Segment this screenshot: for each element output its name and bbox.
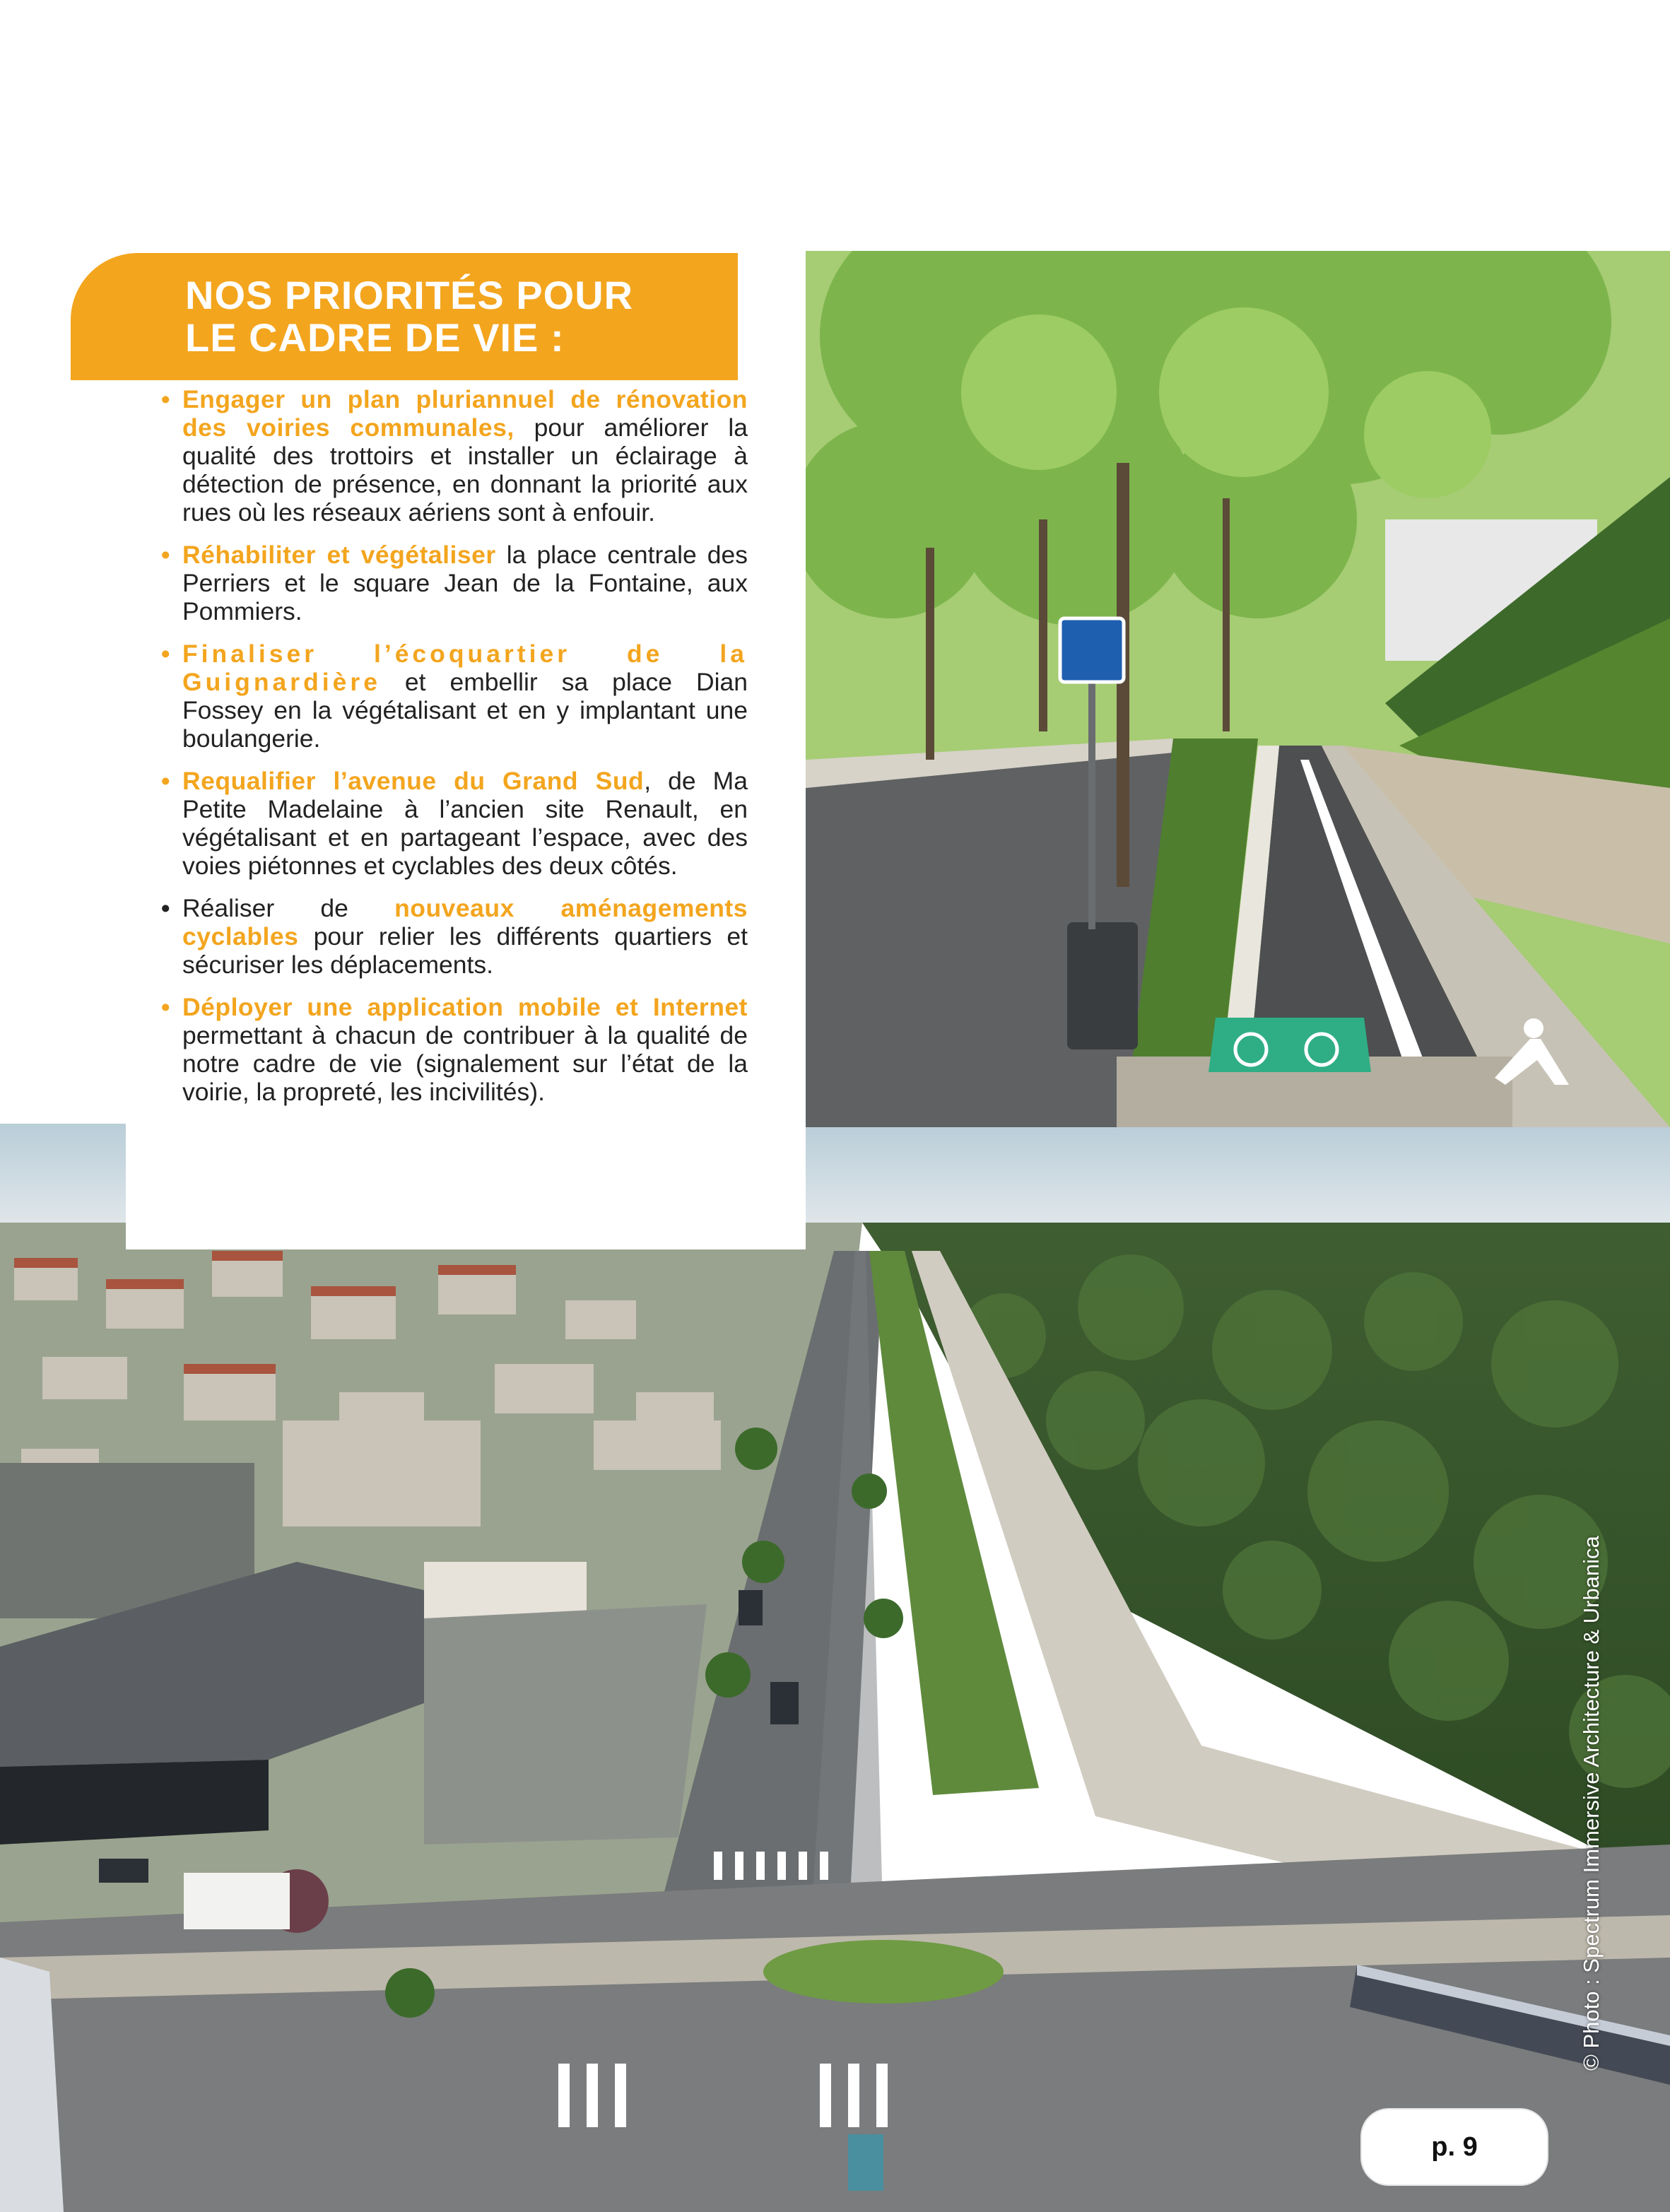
priority-item: [161, 541, 748, 625]
aerial-illustration: [0, 1124, 1670, 2212]
priority-text: permettant à chacun de contribuer à la qualité de notre cadre de vie (signalement sur l’état de la voirie, la propreté, les incivilités).: [182, 1021, 748, 1106]
priority-item: [161, 640, 748, 753]
priority-lead: Réaliser de: [182, 894, 395, 922]
banner-title: NOS PRIORITÉS POUR LE CADRE DE VIE :: [185, 273, 634, 360]
priority-highlight: Requalifier l’avenue du Grand Sud: [182, 767, 645, 795]
bullet-icon: •: [161, 894, 170, 922]
street-photo: [806, 251, 1670, 1127]
bullet-icon: •: [161, 385, 170, 413]
priority-highlight: Finaliser l’écoquartier de la Guignardière: [182, 640, 748, 696]
priority-item: [161, 894, 748, 979]
priority-highlight: Déployer une application mobile et Internet: [182, 993, 748, 1021]
priority-highlight: Engager un plan pluriannuel de rénovation des voiries communales,: [182, 385, 748, 442]
priority-item: [161, 385, 748, 526]
priority-text: et embellir sa place Dian Fossey en la végétalisant et en y implantant une boulangerie.: [182, 668, 748, 753]
priority-text: pour améliorer la qualité des trottoirs et installer un éclairage à détection de présence, en donnant la priorité aux rues où les réseaux aériens sont à enfouir.: [182, 413, 748, 526]
bullet-icon: •: [161, 993, 170, 1021]
priority-text: , de Ma Petite Madelaine à l’ancien site Renault, en végétalisant et en partageant l’espace, avec des voies piétonnes et cyclables des deux côtés.: [182, 767, 748, 880]
priority-text: la place centrale des Perriers et le square Jean de la Fontaine, aux Pommiers.: [182, 541, 748, 625]
bullet-icon: •: [161, 767, 170, 795]
priority-text: pour relier les différents quartiers et sécuriser les déplacements.: [182, 922, 748, 979]
priorities-list: [161, 385, 748, 1120]
bullet-icon: •: [161, 541, 170, 569]
priority-item: [161, 767, 748, 880]
bullet-icon: •: [161, 640, 170, 668]
photo-credit: © Photo : Spectrum Immersive Architecture & Urbanica: [1579, 1536, 1604, 2071]
priority-highlight: nouveaux aménagements cyclables: [182, 894, 748, 951]
priorities-banner: [71, 253, 738, 380]
priority-item: [161, 993, 748, 1106]
page-number: p. 9: [1362, 2110, 1547, 2184]
priority-highlight: Réhabiliter et végétaliser: [182, 541, 496, 569]
